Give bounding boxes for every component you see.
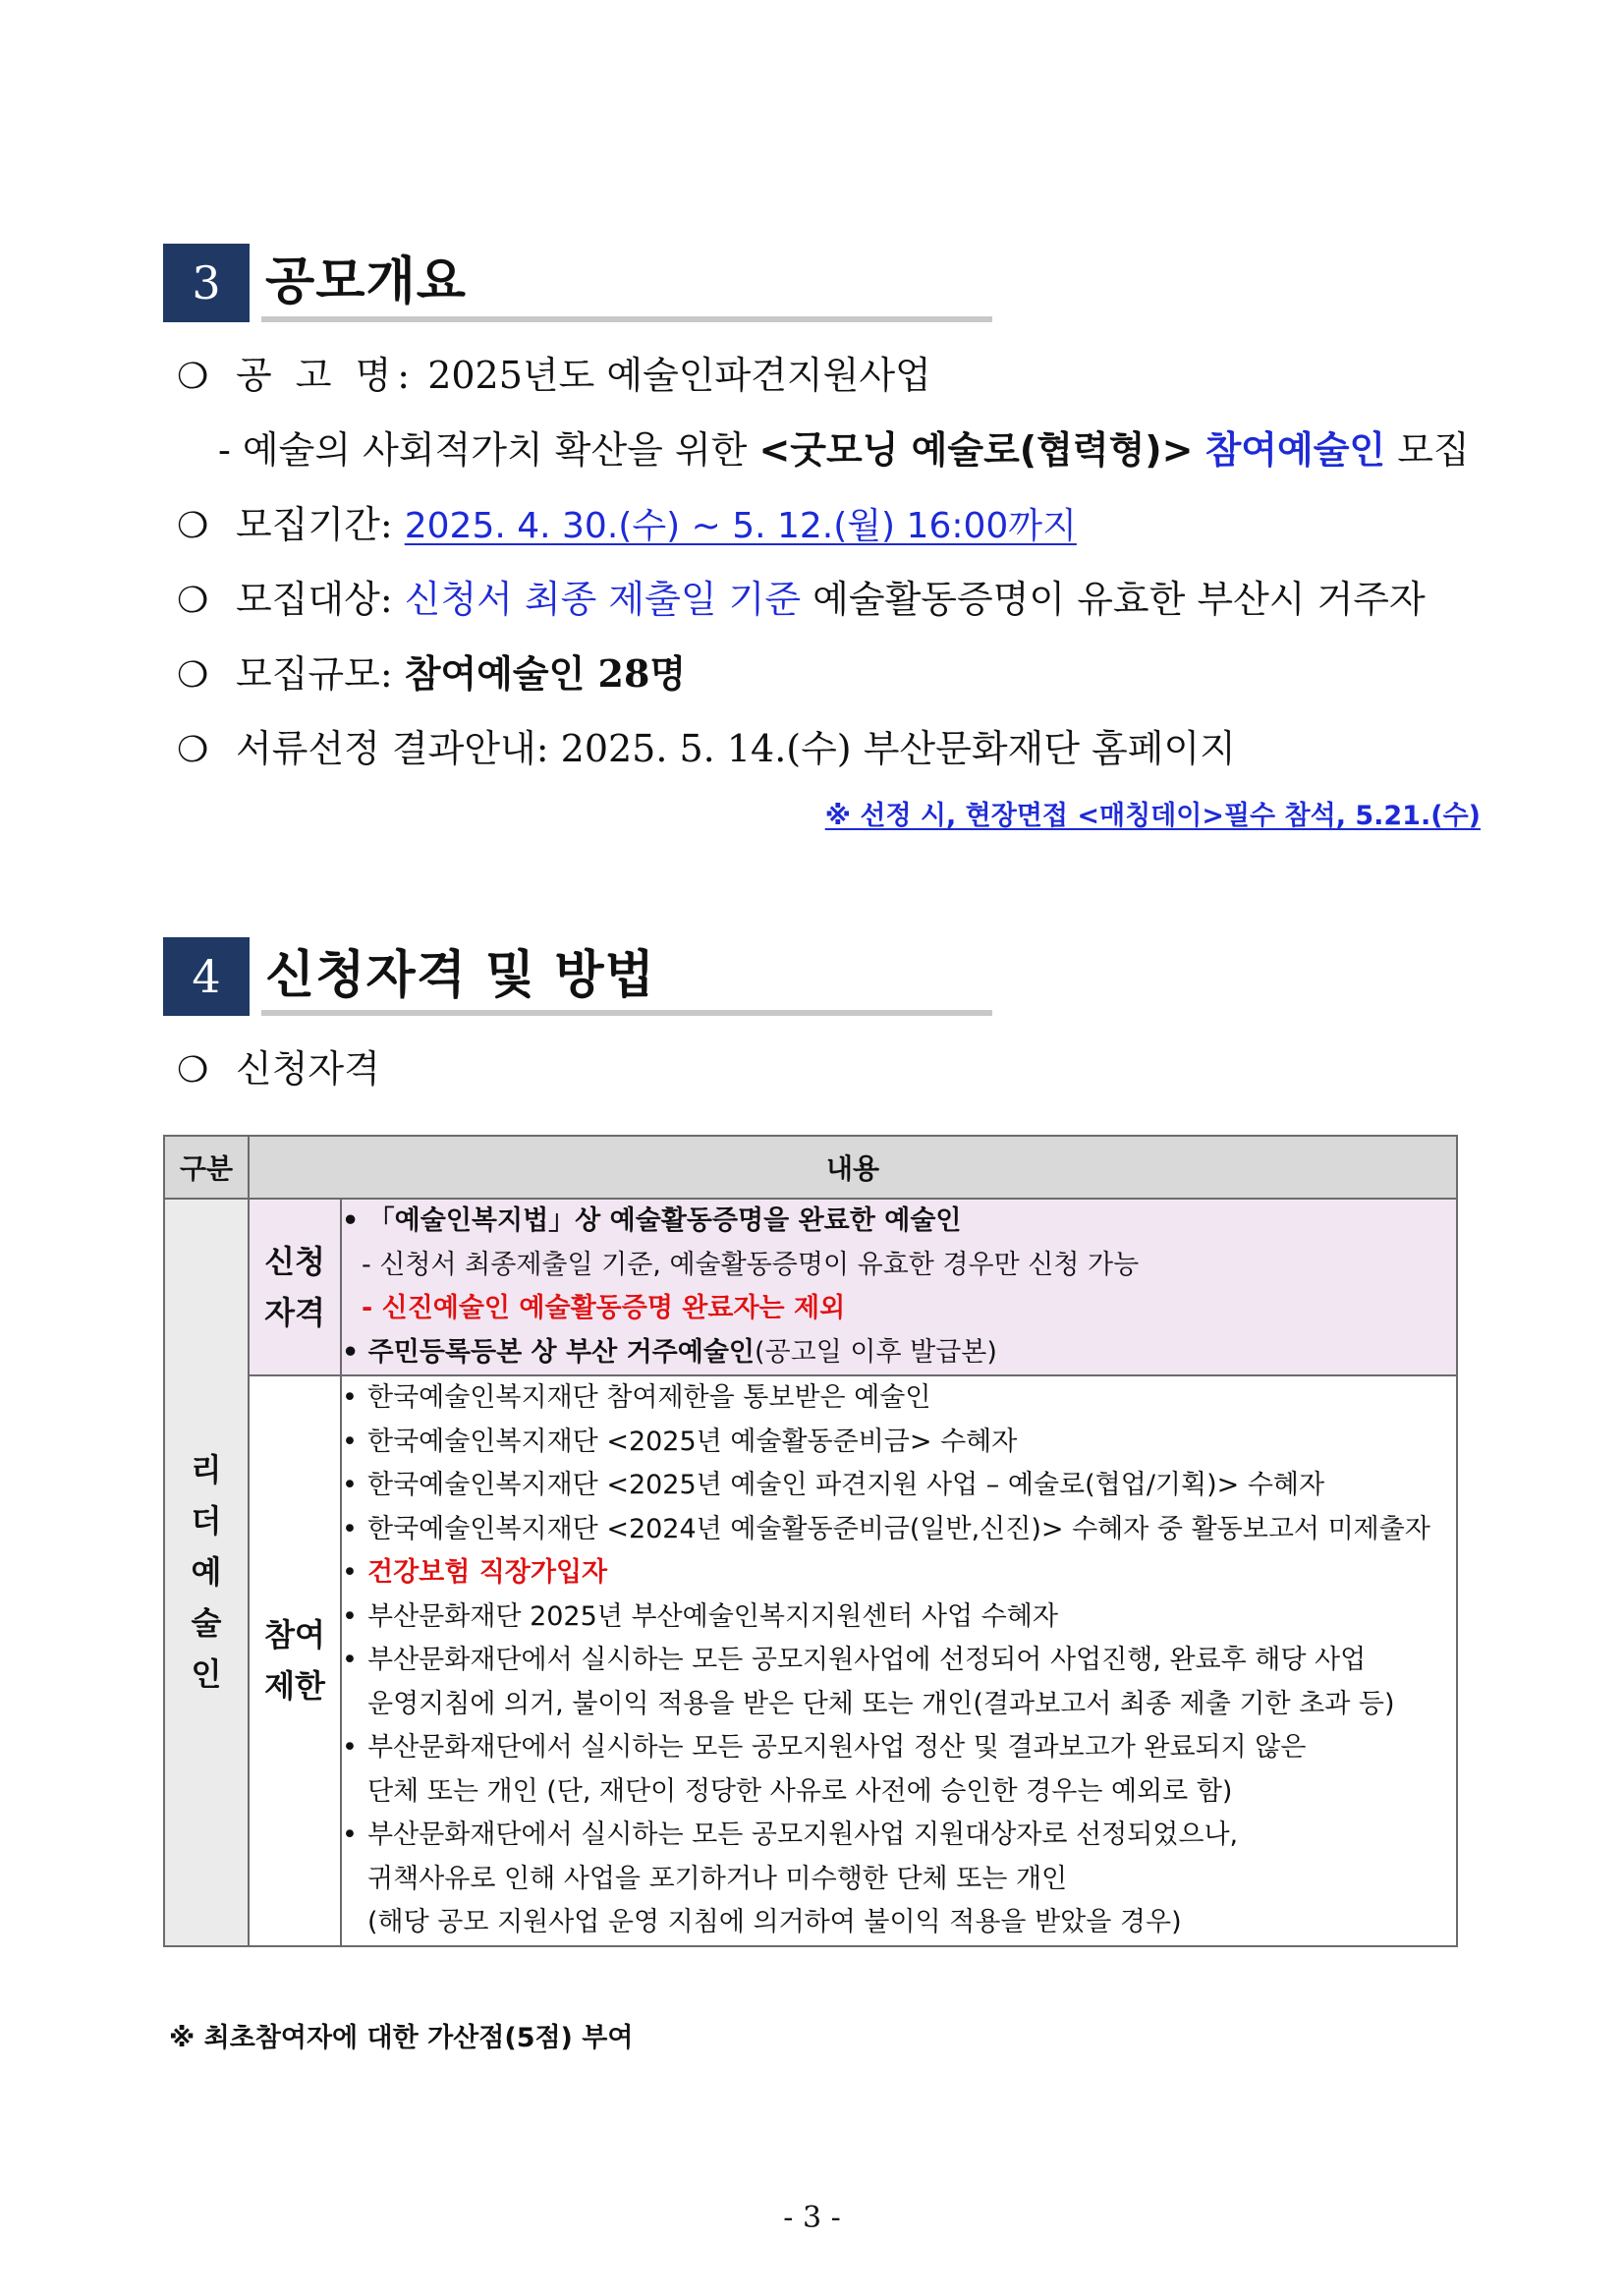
program-name: <굿모닝 예술로(협력형)> <box>758 428 1194 472</box>
bullet-dot-icon: • <box>342 1645 358 1675</box>
list-item-text: 부산문화재단에서 실시하는 모든 공모지원사업 지원대상자로 선정되었으나, <box>367 1820 1239 1850</box>
circle-bullet-icon: ❍ <box>177 357 209 397</box>
result-label: 서류선정 결과안내: <box>236 727 549 770</box>
list-item <box>342 1464 1456 1508</box>
section-title: 공모개요 <box>265 252 467 311</box>
bullet-dot-icon: • <box>342 1513 358 1544</box>
circle-bullet-icon: ❍ <box>177 655 209 696</box>
group-label-char: 예 <box>191 1553 222 1592</box>
section-title: 신청자격 및 방법 <box>265 946 655 1005</box>
list-item <box>342 1814 1456 1858</box>
row-label-line: 신청 <box>264 1243 325 1280</box>
table-row <box>164 1199 1457 1375</box>
restriction-content <box>341 1375 1457 1946</box>
list-item: - 신진예술인 예술활동증명 완료자는 제외 <box>362 1293 846 1323</box>
period-label: 모집기간: <box>236 503 393 546</box>
list-item <box>342 1421 1456 1465</box>
bullet-dot-icon: • <box>342 1470 358 1500</box>
list-item <box>342 1376 1456 1421</box>
list-item-text: 부산문화재단에서 실시하는 모든 공모지원사업에 선정되어 사업진행, 완료후 해당 사업 <box>367 1645 1367 1675</box>
bullet-dot-icon: • <box>342 1600 358 1632</box>
qualification-subheading <box>177 1043 380 1096</box>
list-item-text: 건강보험 직장가입자 <box>367 1557 608 1588</box>
list-item-text: 부산문화재단 2025년 부산예술인복지지원센터 사업 수혜자 <box>367 1600 1058 1632</box>
section-title-underline <box>261 1010 992 1016</box>
list-item <box>342 1726 1456 1770</box>
subheading-text: 신청자격 <box>236 1047 380 1091</box>
list-item-bold: • 주민등록등본 상 부산 거주예술인 <box>342 1336 756 1368</box>
list-item-text: 한국예술인복지재단 <2025년 예술활동준비금> 수혜자 <box>367 1426 1018 1457</box>
row-label-line: 참여 <box>264 1616 325 1654</box>
target-value: 예술활동증명이 유효한 부산시 거주자 <box>812 578 1426 621</box>
list-item-text: 한국예술인복지재단 참여제한을 통보받은 예술인 <box>367 1382 931 1413</box>
list-item-continuation: 단체 또는 개인 (단, 재단이 정당한 사유로 사전에 승인한 경우는 예외로 함) <box>367 1775 1233 1807</box>
list-item-text: 한국예술인복지재단 <2025년 예술인 파견지원 사업 – 예술로(협업/기획)> 수혜자 <box>367 1470 1325 1500</box>
list-item <box>342 1551 1456 1596</box>
list-item-note: (공고일 이후 발급본) <box>755 1336 997 1368</box>
scale-label: 모집규모: <box>236 652 393 696</box>
bullet-dot-icon: • <box>342 1382 358 1413</box>
table-header-row <box>164 1136 1457 1199</box>
section-number-badge: 3 <box>163 244 250 322</box>
bonus-points-note: ※ 최초참여자에 대한 가산점(5점) 부여 <box>169 2023 634 2053</box>
result-value: 2025. 5. 14.(수) 부산문화재단 홈페이지 <box>560 727 1236 770</box>
header-content: 내용 <box>249 1136 1457 1199</box>
announcement-sub-line <box>218 424 1470 476</box>
period-value: 2025. 4. 30.(수) ~ 5. 12.(월) 16:00까지 <box>404 506 1077 546</box>
announcement-value: 2025년도 예술인파견지원사업 <box>427 354 931 397</box>
interview-note: ※ 선정 시, 현장면접 <매칭데이>필수 참석, 5.21.(수) <box>824 801 1481 831</box>
list-item-text: 한국예술인복지재단 <2024년 예술활동준비금(일반,신진)> 수혜자 중 활동보고서 미제출자 <box>367 1513 1430 1544</box>
group-label-char: 리 <box>191 1451 222 1489</box>
list-item <box>342 1639 1456 1683</box>
circle-bullet-icon: ❍ <box>177 581 209 621</box>
list-item-continuation: 운영지침에 의거, 불이익 적용을 받은 단체 또는 개인(결과보고서 최종 제출 기한 초과 등) <box>367 1688 1395 1719</box>
row-label-line: 자격 <box>264 1294 325 1331</box>
target-criteria: 신청서 최종 제출일 기준 <box>404 578 802 621</box>
bullet-dot-icon: • <box>342 1820 358 1850</box>
section-number-badge: 4 <box>163 937 250 1016</box>
table-row <box>164 1375 1457 1946</box>
list-item: - 신청서 최종제출일 기준, 예술활동증명이 유효한 경우만 신청 가능 <box>362 1249 1140 1280</box>
header-category: 구분 <box>164 1136 249 1199</box>
bullet-dot-icon: • <box>342 1426 358 1457</box>
row-label-line: 제한 <box>264 1667 325 1706</box>
circle-bullet-icon: ❍ <box>177 506 209 546</box>
list-item: • 「예술인복지법」상 예술활동증명을 완료한 예술인 <box>342 1205 962 1236</box>
circle-bullet-icon: ❍ <box>177 730 209 770</box>
group-label-leader-artist <box>164 1199 249 1946</box>
announcement-label: 공 고 명: <box>236 354 417 397</box>
list-item <box>342 1596 1456 1640</box>
group-label-char: 인 <box>191 1655 222 1694</box>
result-line <box>177 723 1236 776</box>
list-item <box>342 1508 1456 1552</box>
announcement-line <box>177 350 931 403</box>
eligibility-content <box>341 1199 1457 1375</box>
scale-line <box>177 648 686 701</box>
list-item-text: 부산문화재단에서 실시하는 모든 공모지원사업 정산 및 결과보고가 완료되지 않은 <box>367 1732 1307 1763</box>
list-item <box>342 1331 1456 1375</box>
scale-value: 참여예술인 28명 <box>404 651 687 696</box>
bullet-dot-icon: • <box>342 1557 358 1588</box>
target-label: 모집대상: <box>236 578 393 621</box>
section-title-underline <box>261 316 992 322</box>
announcement-sub-prefix: - 예술의 사회적가치 확산을 위한 <box>218 428 748 472</box>
qualification-table <box>163 1135 1458 1947</box>
group-label-char: 더 <box>191 1502 222 1540</box>
target-line <box>177 574 1426 627</box>
bullet-dot-icon: • <box>342 1732 358 1763</box>
row-label-restriction <box>249 1375 341 1946</box>
participant-artist-text: 참여예술인 <box>1204 428 1386 472</box>
group-label-char: 술 <box>191 1604 222 1643</box>
list-item-continuation: 귀책사유로 인해 사업을 포기하거나 미수행한 단체 또는 개인 <box>367 1863 1068 1894</box>
row-label-eligibility <box>249 1199 341 1375</box>
page-number: - 3 - <box>783 2201 841 2235</box>
period-line <box>177 499 1077 552</box>
announcement-sub-suffix: 모집 <box>1397 428 1470 472</box>
list-item-continuation: (해당 공모 지원사업 운영 지침에 의거하여 불이익 적용을 받았을 경우) <box>367 1907 1182 1937</box>
circle-bullet-icon: ❍ <box>177 1050 209 1091</box>
